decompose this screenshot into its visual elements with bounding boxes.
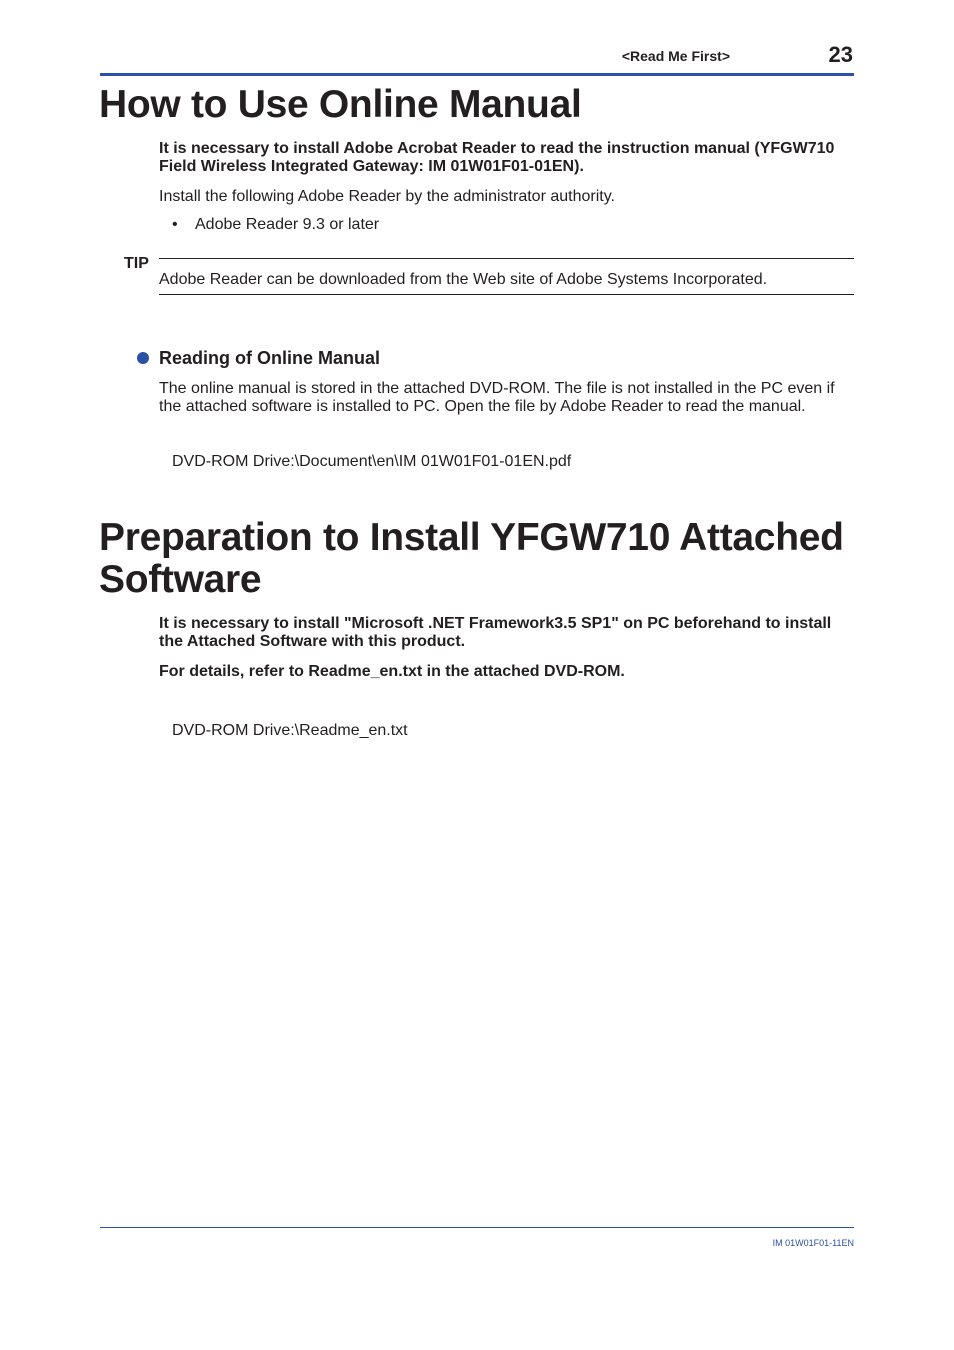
reading-manual-paragraph: The online manual is stored in the attached DVD-ROM. The file is not installed in the PC even if the attached software is installed to PC. Open the file by Adobe Reader to read the manual. — [159, 380, 835, 415]
subheading-reading-manual: Reading of Online Manual — [159, 348, 381, 368]
tip-label: TIP — [124, 255, 149, 272]
bullet-mark: • — [172, 216, 178, 233]
intro-paragraph: It is necessary to install Adobe Acrobat Reader to read the instruction manual (YFGW710 Field Wireless Integrated Gateway: IM 01W01F01-01EN). — [159, 140, 835, 175]
tip-top-rule — [159, 258, 854, 259]
footer-doc-number: IM 01W01F01-11EN — [772, 1238, 854, 1248]
tip-text: Adobe Reader can be downloaded from the Web site of Adobe Systems Incorporated. — [159, 271, 768, 288]
section-title-preparation: Preparation to Install YFGW710 Attached Software — [99, 516, 844, 601]
manual-file-path: DVD-ROM Drive:\Document\en\IM 01W01F01-01EN.pdf — [172, 453, 572, 470]
list-item — [172, 216, 379, 234]
tip-bottom-rule — [159, 294, 854, 295]
readme-file-path: DVD-ROM Drive:\Readme_en.txt — [172, 722, 408, 739]
header-section-label: <Read Me First> — [621, 48, 730, 64]
readme-reference-paragraph: For details, refer to Readme_en.txt in the attached DVD-ROM. — [159, 663, 625, 680]
bullet-item-text: Adobe Reader 9.3 or later — [195, 216, 380, 233]
framework-requirement-paragraph: It is necessary to install "Microsoft .NET Framework3.5 SP1" on PC beforehand to install the Attached Software with this product. — [159, 615, 832, 650]
footer-rule — [100, 1227, 854, 1228]
bullet-dot-icon — [137, 352, 149, 364]
page-number: 23 — [828, 42, 853, 67]
install-instruction: Install the following Adobe Reader by the administrator authority. — [159, 188, 615, 205]
header-rule — [100, 73, 854, 76]
section-title-online-manual: How to Use Online Manual — [99, 83, 582, 126]
